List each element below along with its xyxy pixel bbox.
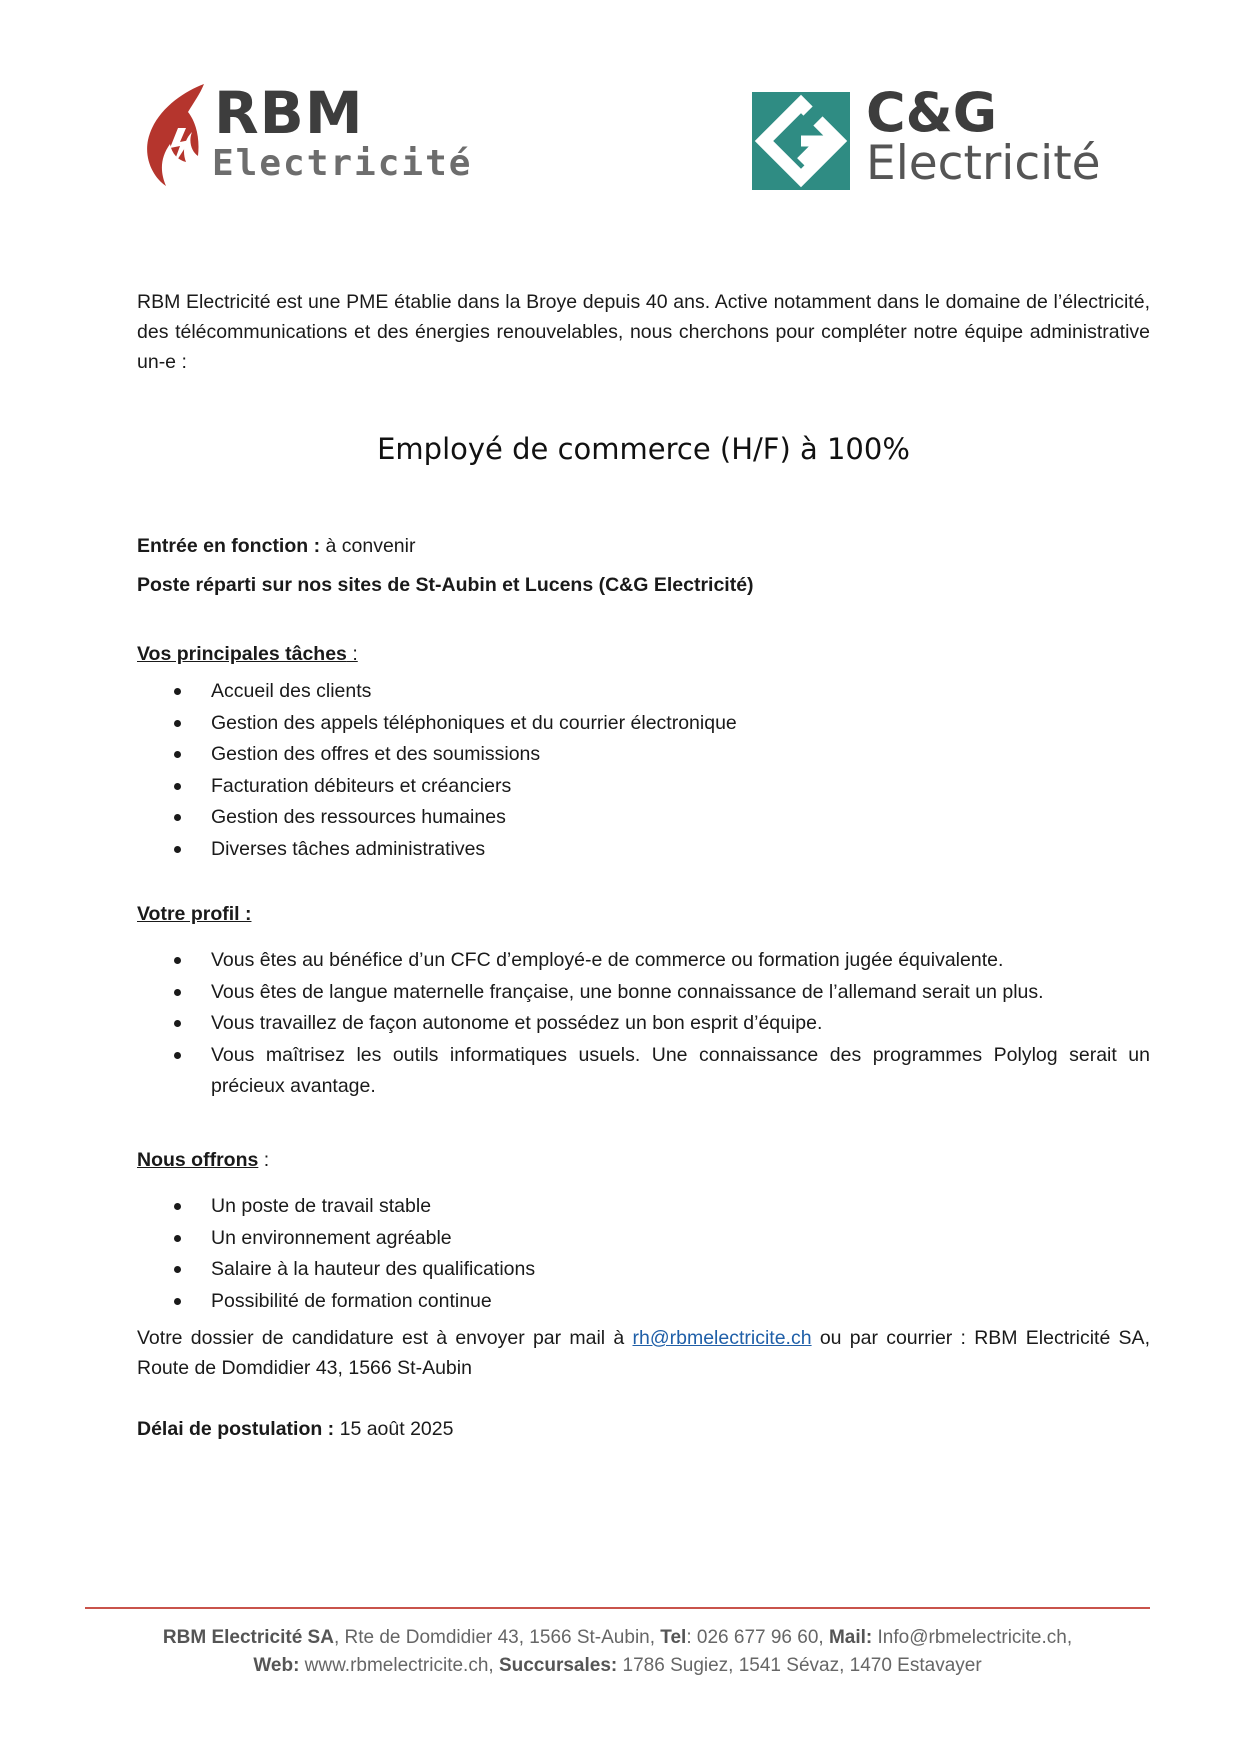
cg-logo-name: C&G [866,81,998,144]
list-item: Un environnement agréable [137,1223,1150,1255]
bullet-icon [174,783,181,790]
deadline-value: 15 août 2025 [334,1418,454,1440]
footer [85,1624,1150,1680]
application-address: ou par courrier : RBM Electricité SA, Route de Domdidier 43, 1566 St-Aubin [137,1327,1150,1379]
tasks-heading [137,639,1150,669]
application-paragraph [137,1323,1150,1383]
profile-list [137,945,1150,1103]
deadline-label: Délai de postulation : [137,1418,335,1440]
intro-paragraph: RBM Electricité est une PME établie dans la Broye depuis 40 ans. Active notamment dans le domaine de l’électricité, des télécommunications et des énergies renouvelables, nous cherchons pour compléter notre équipe administrative un-e : [137,291,1150,373]
bullet-icon [174,989,181,996]
footer-company: RBM Electricité SA [162,1627,334,1648]
footer-web-label: Web: [253,1655,300,1676]
rbm-logo-name: RBM [214,79,364,147]
footer-address: , Rte de Domdidier 43, 1566 St-Aubin, [333,1627,661,1648]
application-email-link[interactable]: rh@rbmelectricite.ch [632,1327,812,1349]
footer-line-1 [85,1624,1150,1652]
bullet-icon [174,1266,181,1273]
list-item: Accueil des clients [137,676,1150,708]
start-date-label: Entrée en fonction : [137,535,321,557]
start-date-value: à convenir [320,535,416,557]
bullet-icon [174,1052,181,1059]
bullet-icon [174,1298,181,1305]
footer-tel: : 026 677 96 60, [686,1627,829,1648]
footer-branches-label: Succursales: [498,1655,618,1676]
profile-heading: Votre profil : [137,903,252,925]
offers-heading-label: Nous offrons [137,1149,259,1171]
rbm-logo [142,79,473,192]
cg-logo-subtitle: Electricité [866,136,1101,191]
bullet-icon [174,846,181,853]
bullet-icon [174,1020,181,1027]
tasks-list [137,676,1150,865]
list-item: Gestion des offres et des soumissions [137,739,1150,771]
footer-divider [85,1607,1150,1609]
cg-diamond-icon [752,92,850,190]
footer-mail: Info@rbmelectricite.ch, [872,1627,1073,1648]
list-item: Vous êtes au bénéfice d’un CFC d’employé-e de commerce ou formation jugée équivalente. [137,945,1150,977]
footer-line-2 [85,1652,1150,1680]
list-item: Diverses tâches administratives [137,834,1150,866]
flame-icon [142,82,212,188]
rbm-logo-subtitle: Electricité [212,143,473,184]
offers-list [137,1191,1150,1317]
bullet-icon [174,814,181,821]
application-text: Votre dossier de candidature est à envoyer par mail à [137,1327,633,1349]
list-item: Facturation débiteurs et créanciers [137,771,1150,803]
bullet-icon [174,1203,181,1210]
footer-tel-label: Tel [660,1627,687,1648]
cg-logo-mark [752,92,850,190]
offers-heading [137,1145,1150,1175]
bullet-icon [174,1235,181,1242]
bullet-icon [174,751,181,758]
bullet-icon [174,720,181,727]
job-title: Employé de commerce (H/F) à 100% [377,432,910,466]
list-item: Vous maîtrisez les outils informatiques usuels. Une connaissance des programmes Polylog serait un précieux avantage. [137,1040,1150,1103]
list-item: Possibilité de formation continue [137,1286,1150,1318]
bullet-icon [174,957,181,964]
tasks-heading-label: Vos principales tâches [137,643,347,665]
list-item: Un poste de travail stable [137,1191,1150,1223]
bullet-icon [174,688,181,695]
list-item: Vous êtes de langue maternelle française, une bonne connaissance de l’allemand serait un plus. [137,977,1150,1009]
footer-mail-label: Mail: [828,1627,873,1648]
job-posting [137,287,1150,1440]
deadline [137,1414,1150,1444]
list-item: Vous travaillez de façon autonome et possédez un bon esprit d’équipe. [137,1008,1150,1040]
tasks-heading-suffix: : [346,643,358,665]
list-item: Gestion des ressources humaines [137,802,1150,834]
footer-web: www.rbmelectricite.ch, [299,1655,499,1676]
footer-branches: 1786 Sugiez, 1541 Sévaz, 1470 Estavayer [617,1655,982,1676]
list-item: Gestion des appels téléphoniques et du courrier électronique [137,708,1150,740]
offers-heading-suffix: : [258,1149,270,1171]
list-item: Salaire à la hauteur des qualifications [137,1254,1150,1286]
start-date [137,531,1150,561]
location: Poste réparti sur nos sites de St-Aubin et Lucens (C&G Electricité) [137,574,754,596]
cg-logo [752,81,1132,191]
